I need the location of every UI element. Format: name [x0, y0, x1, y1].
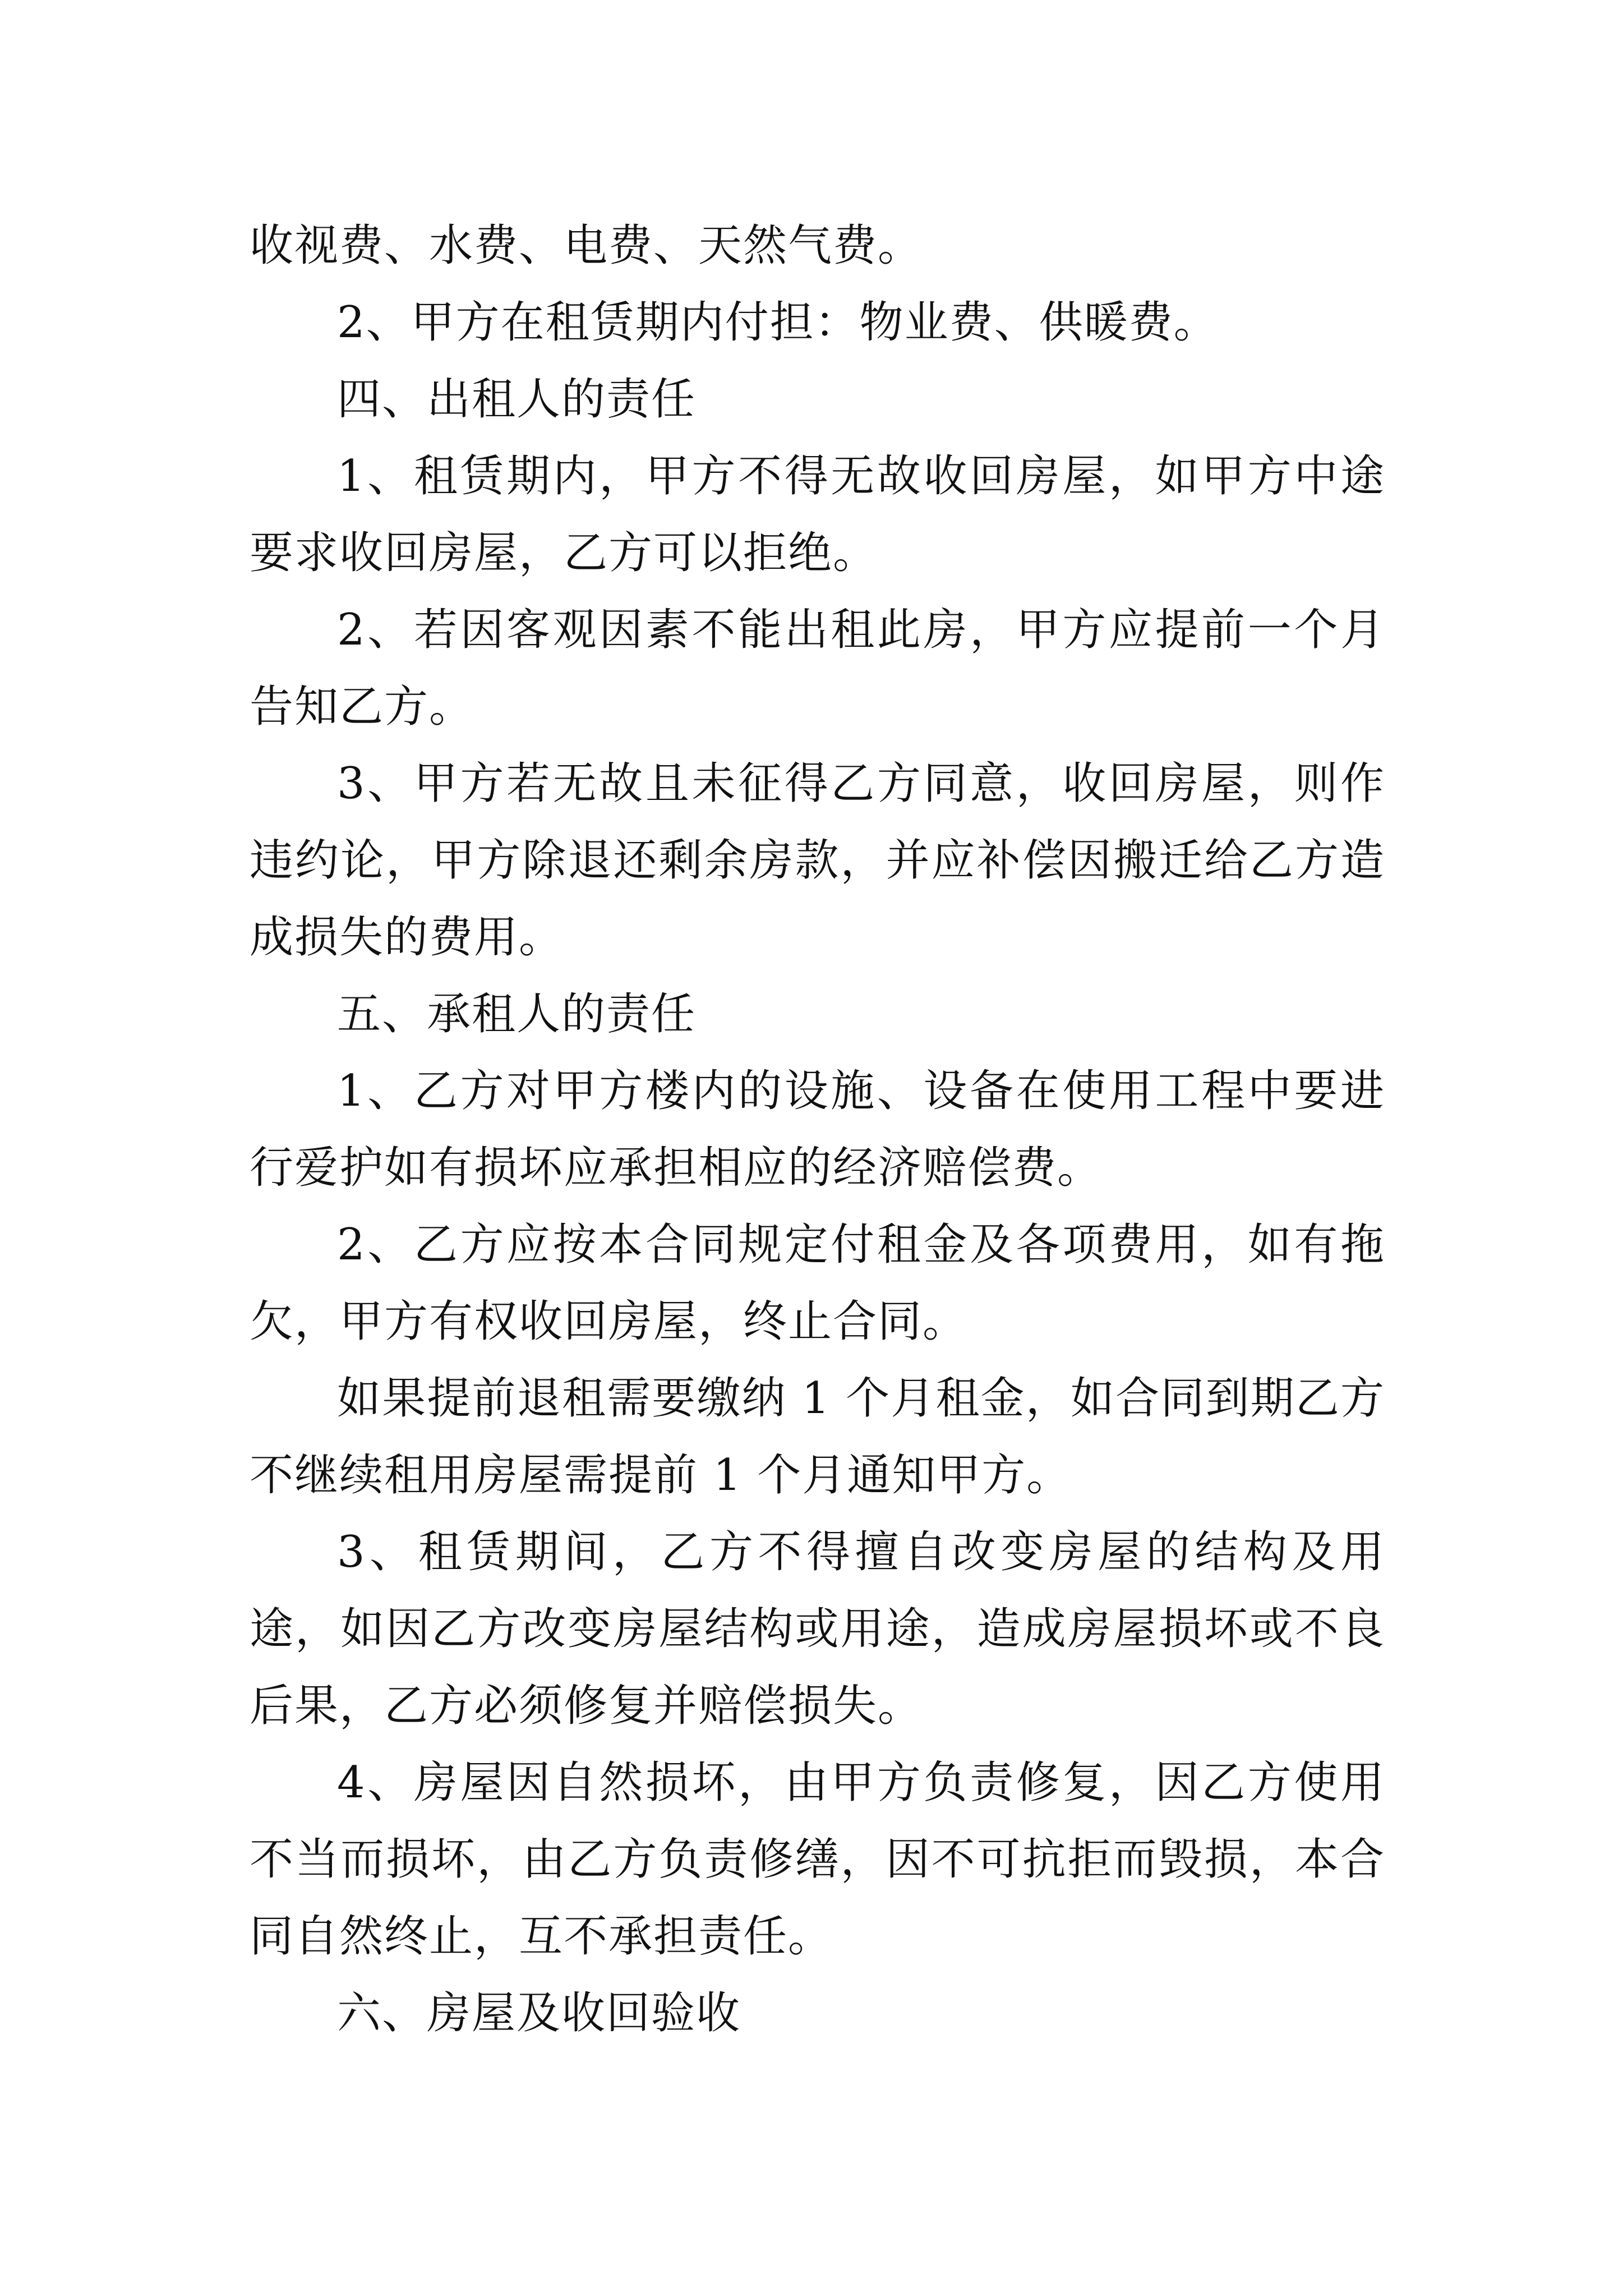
section-heading-inspection: 六、房屋及收回验收: [337, 1988, 741, 2039]
paragraph-lessee-duty-1: 1、乙方对甲方楼内的设施、设备在使用工程中要进行爱护如有损坏应承担相应的经济赔偿费。: [250, 1066, 1385, 1193]
paragraph-fee-list-continued: 收视费、水费、电费、天然气费。: [250, 220, 923, 271]
paragraph-lessee-duty-4: 4、房屋因自然损坏，由甲方负责修复，因乙方使用不当而损坏，由乙方负责修缮，因不可抗拒而毁损，本合同自然终止，互不承担责任。: [250, 1757, 1385, 1962]
paragraph-lessor-fees: 2、甲方在租赁期内付担：物业费、供暖费。: [337, 297, 1219, 348]
document-page: [250, 208, 1385, 2052]
paragraph-early-termination: 如果提前退租需要缴纳 1 个月租金，如合同到期乙方不继续租用房屋需提前 1 个月通知甲方。: [250, 1373, 1385, 1501]
section-heading-lessor-duties: 四、出租人的责任: [337, 374, 697, 425]
paragraph-lessor-duty-2: 2、若因客观因素不能出租此房，甲方应提前一个月告知乙方。: [250, 605, 1385, 732]
paragraph-lessee-duty-2: 2、乙方应按本合同规定付租金及各项费用，如有拖欠，甲方有权收回房屋，终止合同。: [250, 1220, 1385, 1347]
paragraph-lessor-duty-3: 3、甲方若无故且未征得乙方同意，收回房屋，则作违约论，甲方除退还剩余房款，并应补偿因搬迁给乙方造成损失的费用。: [250, 758, 1385, 963]
paragraph-lessee-duty-3: 3、租赁期间，乙方不得擅自改变房屋的结构及用途，如因乙方改变房屋结构或用途，造成房屋损坏或不良后果，乙方必须修复并赔偿损失。: [250, 1527, 1385, 1731]
paragraph-lessor-duty-1: 1、租赁期内，甲方不得无故收回房屋，如甲方中途要求收回房屋，乙方可以拒绝。: [250, 451, 1385, 578]
section-heading-lessee-duties: 五、承租人的责任: [337, 989, 697, 1039]
